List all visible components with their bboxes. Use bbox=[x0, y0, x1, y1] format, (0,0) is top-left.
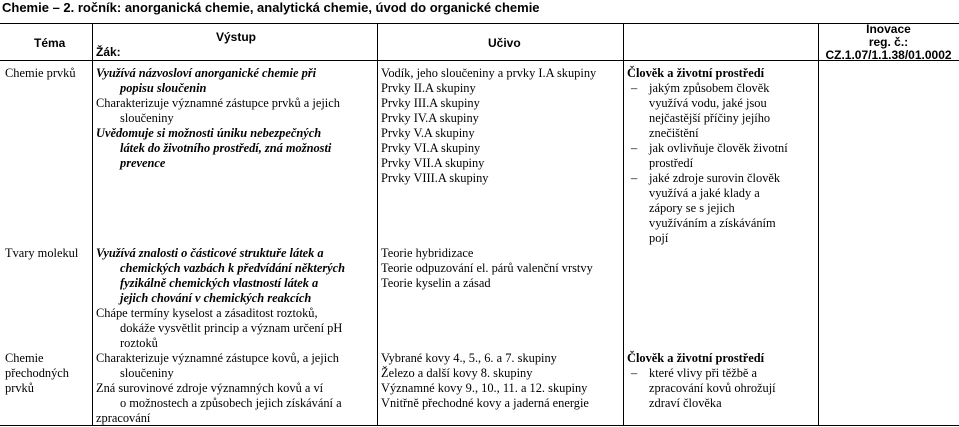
col-divider-4 bbox=[818, 23, 819, 426]
tema-chemie-prechodnych-prvku: Chemie přechodných prvků bbox=[5, 351, 69, 395]
ucivo-item: Vnitřně přechodné kovy a jaderná energie bbox=[381, 396, 589, 410]
vystup-item: Využívá znalosti o částicové struktuře látek a chemických vazbách k předvídání některých fyzikálně chemických vlastností látek a jejich chování v chemických reakcích bbox=[96, 246, 346, 305]
header-tema: Téma bbox=[34, 36, 66, 50]
ucivo-item: Teorie kyselin a zásad bbox=[381, 276, 491, 290]
inovace-line-2: reg. č.: bbox=[868, 35, 909, 49]
ucivo-item: Vodík, jeho sloučeniny a prvky I.A skupiny bbox=[381, 66, 597, 80]
header-inovace bbox=[818, 23, 959, 62]
ucivo-chemie-prvku bbox=[381, 66, 621, 186]
ucivo-item: Teorie hybridizace bbox=[381, 246, 474, 260]
col-divider-2 bbox=[377, 23, 378, 426]
ucivo-item: Prvky IV.A skupiny bbox=[381, 111, 479, 125]
col-divider-3 bbox=[623, 23, 624, 426]
prostredi-chemie-prvku bbox=[627, 66, 817, 246]
prostredi-item: – jakým způsobem člověk využívá vodu, jaké jsou nejčastější příčiny jejího znečištění bbox=[627, 81, 817, 141]
prostredi-heading: Člověk a životní prostředí bbox=[627, 66, 765, 80]
ucivo-item: Prvky V.A skupiny bbox=[381, 126, 475, 140]
vystup-tvary-molekul bbox=[96, 246, 376, 351]
col-divider-1 bbox=[92, 23, 93, 426]
ucivo-item: Prvky VII.A skupiny bbox=[381, 156, 485, 170]
prostredi-chemie-prechodnych-prvku bbox=[627, 351, 817, 411]
inovace-line-3: CZ.1.07/1.1.38/01.0002 bbox=[825, 48, 952, 62]
page-title: Chemie – 2. ročník: anorganická chemie, analytická chemie, úvod do organické chemie bbox=[2, 0, 540, 15]
vystup-item: Uvědomuje si možnosti úniku nebezpečných látek do životního prostředí, zná možnosti prevence bbox=[96, 126, 332, 170]
ucivo-tvary-molekul bbox=[381, 246, 621, 291]
ucivo-item: Prvky VI.A skupiny bbox=[381, 141, 481, 155]
tema-chemie-prvku: Chemie prvků bbox=[5, 66, 76, 80]
ucivo-item: Teorie odpuzování el. párů valenční vrstvy bbox=[381, 261, 593, 275]
vystup-chemie-prvku bbox=[96, 66, 376, 171]
vystup-item: Chápe termíny kyselost a zásaditost roztoků, dokáže vysvětlit princip a význam určení pH roztoků bbox=[96, 306, 343, 350]
header-vystup: Výstup bbox=[216, 30, 257, 44]
ucivo-chemie-prechodnych-prvku bbox=[381, 351, 621, 411]
inovace-line-1: Inovace bbox=[866, 22, 911, 36]
ucivo-item: Prvky VIII.A skupiny bbox=[381, 171, 489, 185]
prostredi-heading: Člověk a životní prostředí bbox=[627, 351, 765, 365]
vystup-item: Charakterizuje významné zástupce kovů, a jejich sloučeniny bbox=[96, 351, 339, 380]
vystup-item: Charakterizuje významné zástupce prvků a jejich sloučeniny bbox=[96, 96, 340, 125]
ucivo-item: Prvky II.A skupiny bbox=[381, 81, 476, 95]
ucivo-item: Železo a další kovy 8. skupiny bbox=[381, 366, 533, 380]
vystup-chemie-prechodnych-prvku bbox=[96, 351, 376, 426]
header-zak: Žák: bbox=[96, 45, 121, 59]
header-ucivo: Učivo bbox=[488, 36, 521, 50]
prostredi-item: – které vlivy při těžbě a zpracování kovů ohrožují zdraví člověka bbox=[627, 366, 817, 411]
table-top-border bbox=[0, 23, 959, 24]
header-bottom-border bbox=[0, 60, 959, 61]
ucivo-item: Vybrané kovy 4., 5., 6. a 7. skupiny bbox=[381, 351, 557, 365]
prostredi-item: – jak ovlivňuje člověk životní prostředí bbox=[627, 141, 817, 171]
ucivo-item: Prvky III.A skupiny bbox=[381, 96, 480, 110]
ucivo-item: Významné kovy 9., 10., 11. a 12. skupiny bbox=[381, 381, 588, 395]
vystup-item: Využívá názvosloví anorganické chemie při popisu sloučenin bbox=[96, 66, 317, 95]
vystup-item: Zná surovinové zdroje významných kovů a ví o možnostech a způsobech jejich získávání a zpracování bbox=[96, 381, 342, 425]
tema-tvary-molekul: Tvary molekul bbox=[5, 246, 79, 260]
prostredi-item: – jaké zdroje surovin člověk využívá a jaké klady a zápory se s jejich využíváním a získáváním pojí bbox=[627, 171, 817, 246]
